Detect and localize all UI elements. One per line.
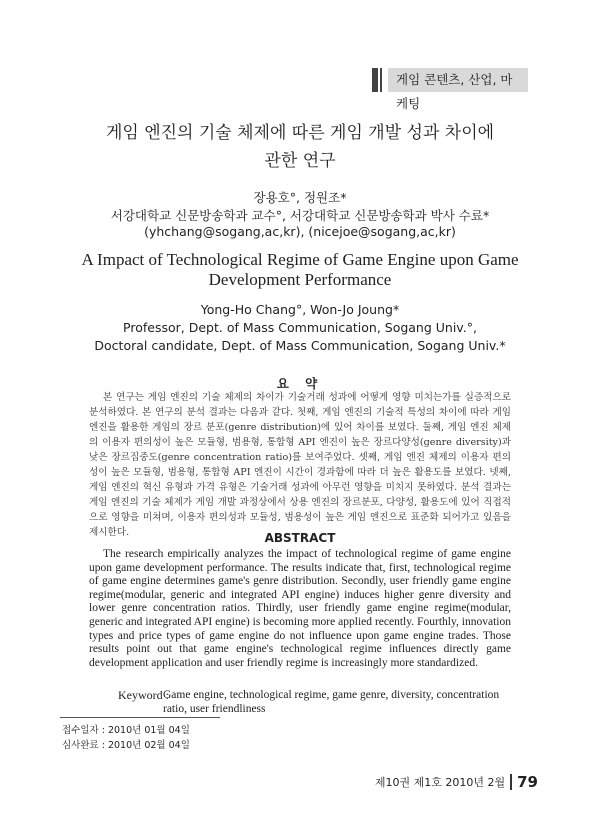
- section-tag-label: 게임 콘텐츠, 산업, 마케팅: [388, 68, 528, 92]
- tag-accent-bar-thin: [380, 68, 382, 92]
- received-date: 접수일자 : 2010년 01월 04일: [62, 725, 190, 736]
- authors-en: Yong-Ho Chang°, Won-Jo Joung*: [200, 302, 400, 317]
- title-ko-line-2: 관한 연구: [264, 151, 336, 171]
- tag-accent-bar: [372, 68, 378, 92]
- footer-separator: [510, 774, 512, 790]
- title-ko-line-1: 게임 엔진의 기술 체제에 따른 게임 개발 성과 차이에: [105, 123, 495, 143]
- section-tag: [372, 68, 528, 111]
- abstract-ko-heading: 요 약: [276, 376, 324, 391]
- abstract-ko-body: 본 연구는 게임 엔진의 기술 체제의 차이가 기술거래 성과에 어떻게 영향 미치는가를 실증적으로 분석하였다. 본 연구의 분석 결과는 다음과 같다. 첫째, 게임 엔진의 기술적 특성의 차이에 따라 게임 엔진을 활용한 게임의 장르 분포(genre distribution)에 있어 차이를 보였다. 둘째, 게임 엔진 체제의 이용자 편의성이 높은 모듈형, 범용형, 통합형 API 엔진이 높은 장르다양성(genre diversity)과 낮은 장르집중도(genre concentration ratio)를 보여주었다. 셋째, 게임 엔진 체제의 이용자 편의성이 높은 모듈형, 범용형, 통합형 API 엔진이 시간이 경과함에 따라 더 높은 활용도를 보였다. 넷째, 게임 엔진의 혁신 유형과 가격 유형은 기술거래 성과에 아무런 영향을 미치지 못하였다. 분석 결과는 게임 엔진의 기술 체제가 게임 개발 과정상에서 상용 엔진의 장르분포, 다양성, 활용도에 있어 직접적으로 영향을 미쳐며, 이용자 편의성과 모듈성, 범용성이 높은 게임 엔진으로 표준화 되어가고 있음을 제시한다.: [89, 392, 511, 538]
- authors-ko: 장용호°, 정원조*: [253, 190, 347, 205]
- page-footer: [375, 773, 538, 791]
- footnote-divider: [60, 717, 220, 718]
- affiliation-en-line-1: Professor, Dept. of Mass Communication, Sogang Univ.°,: [123, 320, 477, 335]
- abstract-en-heading: ABSTRACT: [264, 531, 336, 545]
- affiliation-en-line-2: Doctoral candidate, Dept. of Mass Communication, Sogang Univ.*: [94, 338, 506, 353]
- keyword-label: Keyword :: [118, 688, 169, 702]
- abstract-en-body: The research empirically analyzes the impact of technological regime of game engine upon game development performance. The results indicate that, first, technological regime of game engine determines game's genre distribution. Secondly, user friendly game engine regime(modular, generic and integrated API engine) induces higher genre diversity and lower genre concentration ratios. Thirdly, user friendly game engine regime(modular, generic and integrated API engine) is becoming more applied recently. Fourthly, innovation types and price types of game engine do not influence upon game engine trades. Those results point out that game engine's technological regime influences directly game development application and user friendly regime is increasingly more standardized.: [89, 548, 511, 669]
- title-en-line-1: A Impact of Technological Regime of Game Engine upon Game: [81, 250, 519, 269]
- affiliation-ko: 서강대학교 신문방송학과 교수°, 서강대학교 신문방송학과 박사 수료*: [110, 208, 490, 223]
- review-complete-date: 심사완료 : 2010년 02월 04일: [62, 740, 190, 751]
- author-emails: (yhchang@sogang,ac,kr), (nicejoe@sogang,ac,kr): [144, 224, 456, 239]
- title-en-line-2: Development Performance: [208, 270, 392, 289]
- page-number: 79: [517, 773, 538, 791]
- footer-issue: 제10권 제1호 2010년 2월: [374, 776, 506, 789]
- keywords: Game engine, technological regime, game genre, diversity, concentration ratio, user friendliness: [163, 689, 500, 715]
